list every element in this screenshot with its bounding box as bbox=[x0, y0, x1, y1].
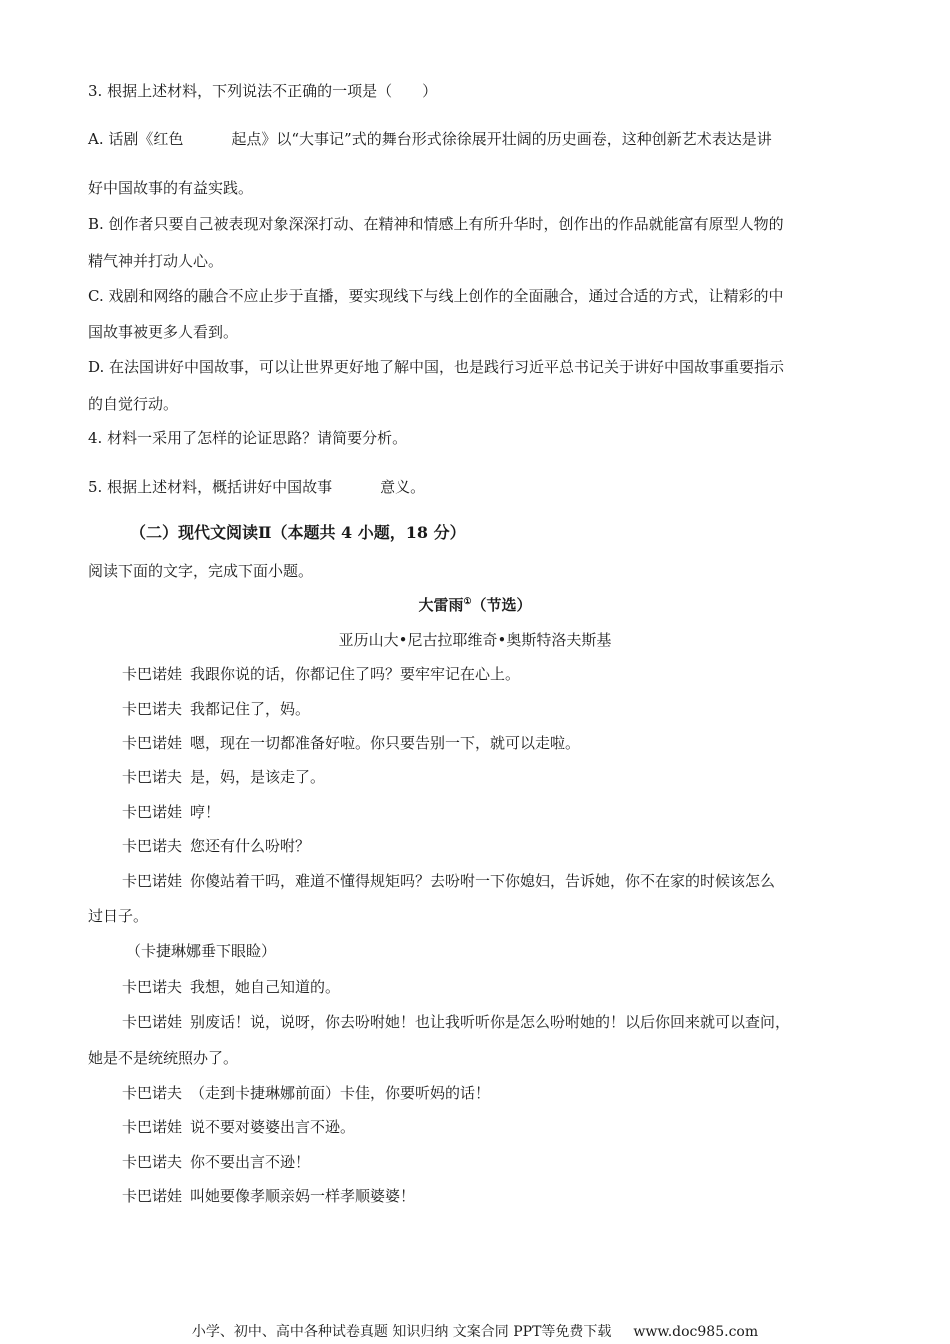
dialogue-text: 叫她要像孝顺亲妈一样孝顺婆婆！ bbox=[190, 1187, 416, 1205]
dialogue-continuation: 过日子。 bbox=[88, 907, 149, 925]
dialogue-line bbox=[122, 664, 520, 684]
q3-option-c-line1: C. 戏剧和网络的融合不应止步于直播，要实现线下与线上创作的全面融合，通过合适的方式，让精彩的中 bbox=[88, 287, 784, 305]
page-footer bbox=[0, 1323, 950, 1341]
speaker: 卡巴诺娃 bbox=[122, 665, 183, 683]
dialogue-text: 你不要出言不逊！ bbox=[190, 1153, 311, 1171]
q3-option-b-line2: 精气神并打动人心。 bbox=[88, 252, 224, 270]
speaker: 卡巴诺夫 bbox=[122, 837, 183, 855]
section-instruction: 阅读下面的文字，完成下面小题。 bbox=[88, 562, 314, 580]
dialogue-line bbox=[122, 1083, 490, 1103]
speaker: 卡巴诺娃 bbox=[122, 734, 183, 752]
dialogue-line bbox=[122, 977, 340, 997]
speaker: 卡巴诺夫 bbox=[122, 1084, 183, 1102]
play-title-text: 大雷雨 bbox=[418, 596, 464, 614]
dialogue-continuation: 她是不是统统照办了。 bbox=[88, 1049, 239, 1067]
dialogue-text: 是，妈，是该走了。 bbox=[190, 768, 326, 786]
speaker: 卡巴诺夫 bbox=[122, 978, 183, 996]
q3-option-a-line2: 好中国故事的有益实践。 bbox=[88, 179, 254, 197]
footer-text: 小学、初中、高中各种试卷真题 知识归纳 文案合同 PPT等免费下载 bbox=[191, 1324, 612, 1340]
dialogue-text: 你傻站着干吗，难道不懂得规矩吗？去吩咐一下你媳妇，告诉她，你不在家的时候该怎么 bbox=[190, 872, 776, 890]
dialogue-line bbox=[122, 1117, 355, 1137]
dialogue-line bbox=[122, 733, 580, 753]
footer-url[interactable]: www.doc985.com bbox=[633, 1324, 759, 1340]
dialogue-line bbox=[122, 871, 775, 891]
q3-option-c-line2: 国故事被更多人看到。 bbox=[88, 323, 239, 341]
stage-direction: （卡捷琳娜垂下眼睑） bbox=[126, 942, 277, 960]
dialogue-line bbox=[122, 1186, 415, 1206]
speaker: 卡巴诺娃 bbox=[122, 1013, 183, 1031]
footnote-marker: ① bbox=[463, 597, 472, 607]
dialogue-line bbox=[122, 767, 325, 787]
q5-part2: 意义。 bbox=[380, 478, 426, 496]
q4-stem: 4. 材料一采用了怎样的论证思路？请简要分析。 bbox=[88, 429, 408, 447]
q3-option-b-line1: B. 创作者只要自己被表现对象深深打动、在精神和情感上有所升华时，创作出的作品就能富有原型人物的 bbox=[88, 215, 784, 233]
q5-stem bbox=[88, 477, 425, 497]
q3-option-d-line2: 的自觉行动。 bbox=[88, 395, 179, 413]
dialogue-text: 哼！ bbox=[190, 803, 221, 821]
q3-option-a bbox=[88, 129, 772, 149]
dialogue-text: 您还有什么吩咐？ bbox=[190, 837, 311, 855]
play-title bbox=[0, 595, 950, 615]
dialogue-text: （走到卡捷琳娜前面）卡佳，你要听妈的话！ bbox=[190, 1084, 491, 1102]
dialogue-text: 嗯，现在一切都准备好啦。你只要告别一下，就可以走啦。 bbox=[190, 734, 581, 752]
speaker: 卡巴诺娃 bbox=[122, 1118, 183, 1136]
speaker: 卡巴诺夫 bbox=[122, 700, 183, 718]
q3-option-a-part1: A. 话剧《红色 bbox=[88, 130, 184, 148]
dialogue-line bbox=[122, 836, 310, 856]
speaker: 卡巴诺娃 bbox=[122, 872, 183, 890]
dialogue-text: 我跟你说的话，你都记住了吗？要牢牢记在心上。 bbox=[190, 665, 521, 683]
dialogue-text: 说不要对婆婆出言不逊。 bbox=[190, 1118, 356, 1136]
speaker: 卡巴诺夫 bbox=[122, 1153, 183, 1171]
dialogue-line bbox=[122, 802, 220, 822]
play-title-suffix: （节选） bbox=[471, 596, 532, 614]
dialogue-line bbox=[122, 1152, 310, 1172]
section-heading: （二）现代文阅读Ⅱ（本题共 4 小题，18 分） bbox=[130, 523, 466, 542]
q3-option-a-part2: 起点》以“大事记”式的舞台形式徐徐展开壮阔的历史画卷，这种创新艺术表达是讲 bbox=[231, 130, 772, 148]
speaker: 卡巴诺娃 bbox=[122, 803, 183, 821]
dialogue-line bbox=[122, 699, 310, 719]
q5-part1: 5. 根据上述材料，概括讲好中国故事 bbox=[88, 478, 333, 496]
dialogue-line bbox=[122, 1012, 790, 1032]
play-author: 亚历山大•尼古拉耶维奇•奥斯特洛夫斯基 bbox=[338, 631, 612, 649]
speaker: 卡巴诺娃 bbox=[122, 1187, 183, 1205]
dialogue-text: 别废话！说，说呀，你去吩咐她！也让我听听你是怎么吩咐她的！以后你回来就可以查问， bbox=[190, 1013, 791, 1031]
dialogue-text: 我都记住了，妈。 bbox=[190, 700, 311, 718]
speaker: 卡巴诺夫 bbox=[122, 768, 183, 786]
q3-option-d-line1: D. 在法国讲好中国故事，可以让世界更好地了解中国，也是践行习近平总书记关于讲好中国故事重要指示 bbox=[88, 358, 785, 376]
dialogue-text: 我想，她自己知道的。 bbox=[190, 978, 341, 996]
q3-stem: 3. 根据上述材料，下列说法不正确的一项是（ ） bbox=[88, 82, 438, 100]
